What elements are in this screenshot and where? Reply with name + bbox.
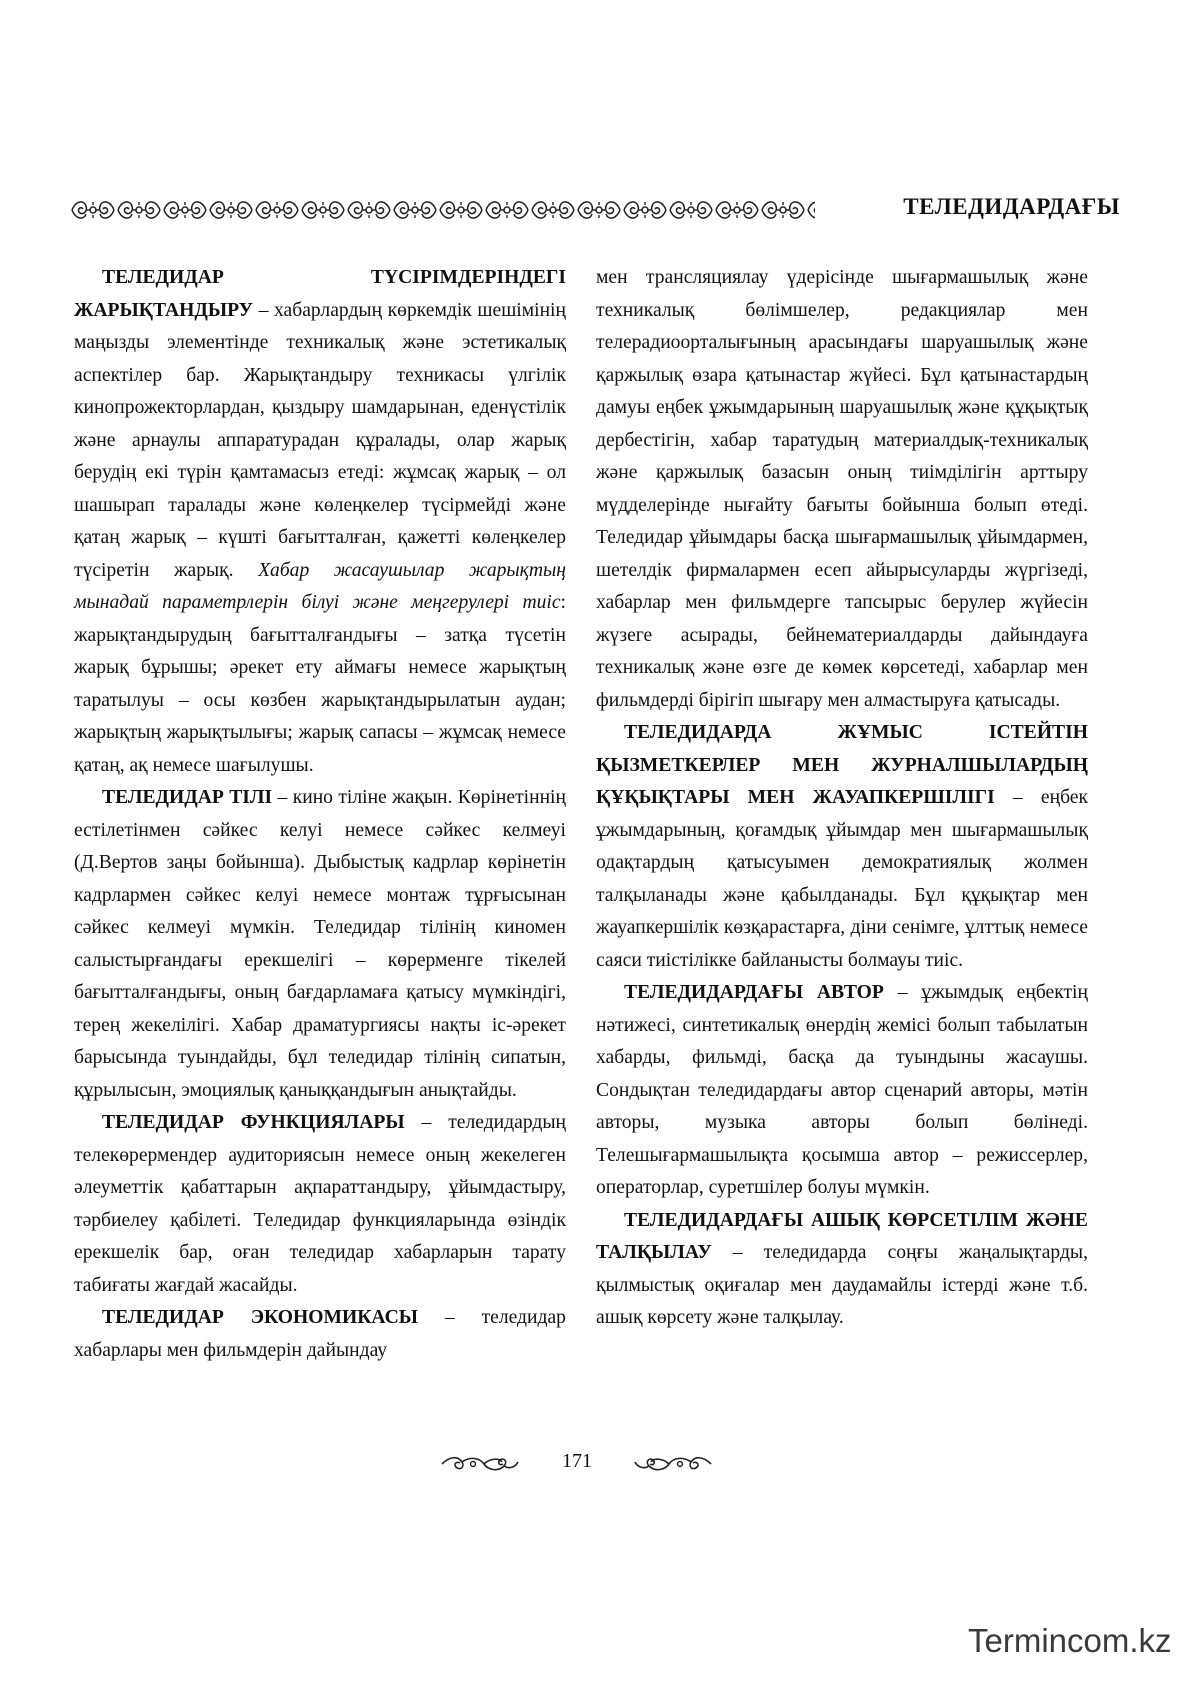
- page-number: 171: [562, 1450, 592, 1472]
- entry-lighting: [74, 262, 566, 782]
- entry-term: ТЕЛЕДИДАР ЭКОНОМИКАСЫ: [102, 1307, 418, 1328]
- entry-text: – кино тіліне жақын. Көрінетіннің естілетінмен сәйкес келуі немесе сәйкес келмеуі (Д.Вертов заңы бойынша). Дыбыстық кадрлар көрінетін кадрлармен сәйкес келуі немесе монтаж тұрғысынан сәйкес келмеуі мүмкін. Теледидар тілінің киномен салыстырғандағы ерекшелігі – көрерменге тікелей бағытталғандығы, оның бағдарламаға қатысу мүмкіндігі, терең жекелілігі. Хабар драматургиясы нақты іс-әрекет барысында туындайды, бұл теледидар тілінің сипатын, құрылысын, эмоциялық қаныққандығын анықтайды.: [74, 787, 566, 1101]
- entry-italic-text: Хабар жасаушылар жарықтың мынадай параметрлерін білуі және меңгерулері тиіс: [74, 559, 566, 613]
- ornament-band: [70, 196, 815, 224]
- entry-text: : жарықтандырудың бағытталғандығы – затқа түсетін жарық бұрышы; әрекет ету аймағы немесе жарықтың таратылуы – осы көзбен жарықтандырылатын аудан; жарықтың жарықтылығы; жарық сапасы – жұмсақ немесе қатаң, ақ немесе шағылушы.: [74, 592, 566, 776]
- entry-term: ТЕЛЕДИДАР ТІЛІ: [102, 787, 273, 808]
- entry-text: – ұжымдық еңбектің нәтижесі, синтетикалық өнердің жемісі болып табылатын хабарды, фильмді, басқа да туындыны жасаушы. Сондықтан теледидардағы автор сценарий авторы, мәтін авторы, музыка авторы болып бөлінеді. Телешығармашылықта қосымша автор – режиссерлер, операторлар, суретшілер болуы мүмкін.: [596, 982, 1088, 1198]
- entry-rights-responsibility: [596, 717, 1088, 977]
- entry-term: ТЕЛЕДИДАРДАҒЫ АШЫҚ КӨРСЕТІЛІМ ЖӘНЕ ТАЛҚЫЛАУ: [596, 1209, 1088, 1263]
- entry-text: мен трансляциялау үдерісінде шығармашылық және техникалық бөлімшелер, редакциялар мен телерадиоорталығының арасындағы шаруашылық және қаржылық өзара қатынастар жүйесі. Бұл қатынастардың дамуы еңбек ұжымдарының шаруашылық және құқықтық дербестігін, хабар таратудың материалдық-техникалық және қаржылық базасын оның тиімділігін арттыру мүдделерінде нығайту бағыты бойынша болып өтеді. Теледидар ұйымдары басқа шығармашылық ұйымдармен, шетелдік фирмалармен есеп айырысуларды жүргізеді, хабарлар мен фильмдерге тапсырыс берулер жүйесін жүзеге асырады, бейнематериалдарды дайындауға техникалық және өзге де көмек көрсетеді, хабарлар мен фильмдерді бірігіп шығару мен алмастыруға қатысады.: [596, 267, 1088, 711]
- running-header: [70, 190, 1120, 230]
- entry-text: – еңбек ұжымдарының, қоғамдық ұйымдар мен шығармашылық одақтардың қатысуымен демократиялық жолмен талқыланады және қабылданады. Бұл құқықтар мен жауапкершілік көзқарастарға, діни сенімге, ұлттық немесе саяси тиістілікке байланысты болмауы тиіс.: [596, 787, 1088, 971]
- entry-tv-economics-continued: [596, 262, 1088, 717]
- entry-text: – хабарлардың көркемдік шешімінің маңызды элементінде техникалық және эстетикалық аспектілер бар. Жарықтандыру техникасы үлгілік кинопрожекторлардан, қыздыру шамдарынан, еденүстілік және арнаулы аппаратурадан құралады, олар жарық берудің екі түрін қамтамасыз етеді: жұмсақ жарық – ол шашырап таралады және көлеңкелер түсірмейді және қатаң жарық – күшті бағытталған, қажетті көлеңкелер түсіретін жарық.: [74, 299, 566, 581]
- ornament-pattern-icon: [70, 196, 815, 224]
- entry-text: – теледидардың телекөрермендер аудиториясын немесе оның жекелеген әлеуметтік қабаттарын ақпараттандыру, ұйымдастыру, тәрбиелеу қабілеті. Теледидар функцияларында өзіндік ерекшелік бар, оған теледидар хабарларын тарату табиғаты жағдай жасайды.: [74, 1112, 566, 1296]
- entry-tv-functions: [74, 1107, 566, 1302]
- running-header-title: ТЕЛЕДИДАРДАҒЫ: [903, 194, 1120, 219]
- entry-text: – теледидар хабарлары мен фильмдерін дайындау: [74, 1307, 566, 1361]
- footer-ornament-right-icon: [633, 1452, 713, 1476]
- right-column: [596, 262, 1088, 1335]
- entry-tv-author: [596, 977, 1088, 1205]
- entry-text: – теледидарда соңғы жаңалықтарды, қылмыстық оқиғалар мен даудамайлы істерді және т.б. ашық көрсету және талқылау.: [596, 1242, 1088, 1328]
- entry-tv-economics: [74, 1302, 566, 1367]
- footer-ornament-left-icon: [440, 1452, 520, 1476]
- entry-term: ТЕЛЕДИДАР ФУНКЦИЯЛАРЫ: [102, 1112, 405, 1133]
- entry-term: ТЕЛЕДИДАРДА ЖҰМЫС ІСТЕЙТІН ҚЫЗМЕТКЕРЛЕР МЕН ЖУРНАЛШЫЛАРДЫҢ ҚҰҚЫҚТАРЫ МЕН ЖАУАПКЕРШІЛІГІ: [596, 722, 1088, 808]
- entry-term: ТЕЛЕДИДАР ТҮСІРІМДЕРІНДЕГІ ЖАРЫҚТАНДЫРУ: [74, 267, 566, 321]
- entry-open-show: [596, 1205, 1088, 1335]
- left-column: [74, 262, 566, 1367]
- page-footer: [0, 1450, 1191, 1480]
- site-watermark: Termincom.kz: [968, 1622, 1172, 1659]
- entry-term: ТЕЛЕДИДАРДАҒЫ АВТОР: [624, 982, 884, 1003]
- entry-tv-language: [74, 782, 566, 1107]
